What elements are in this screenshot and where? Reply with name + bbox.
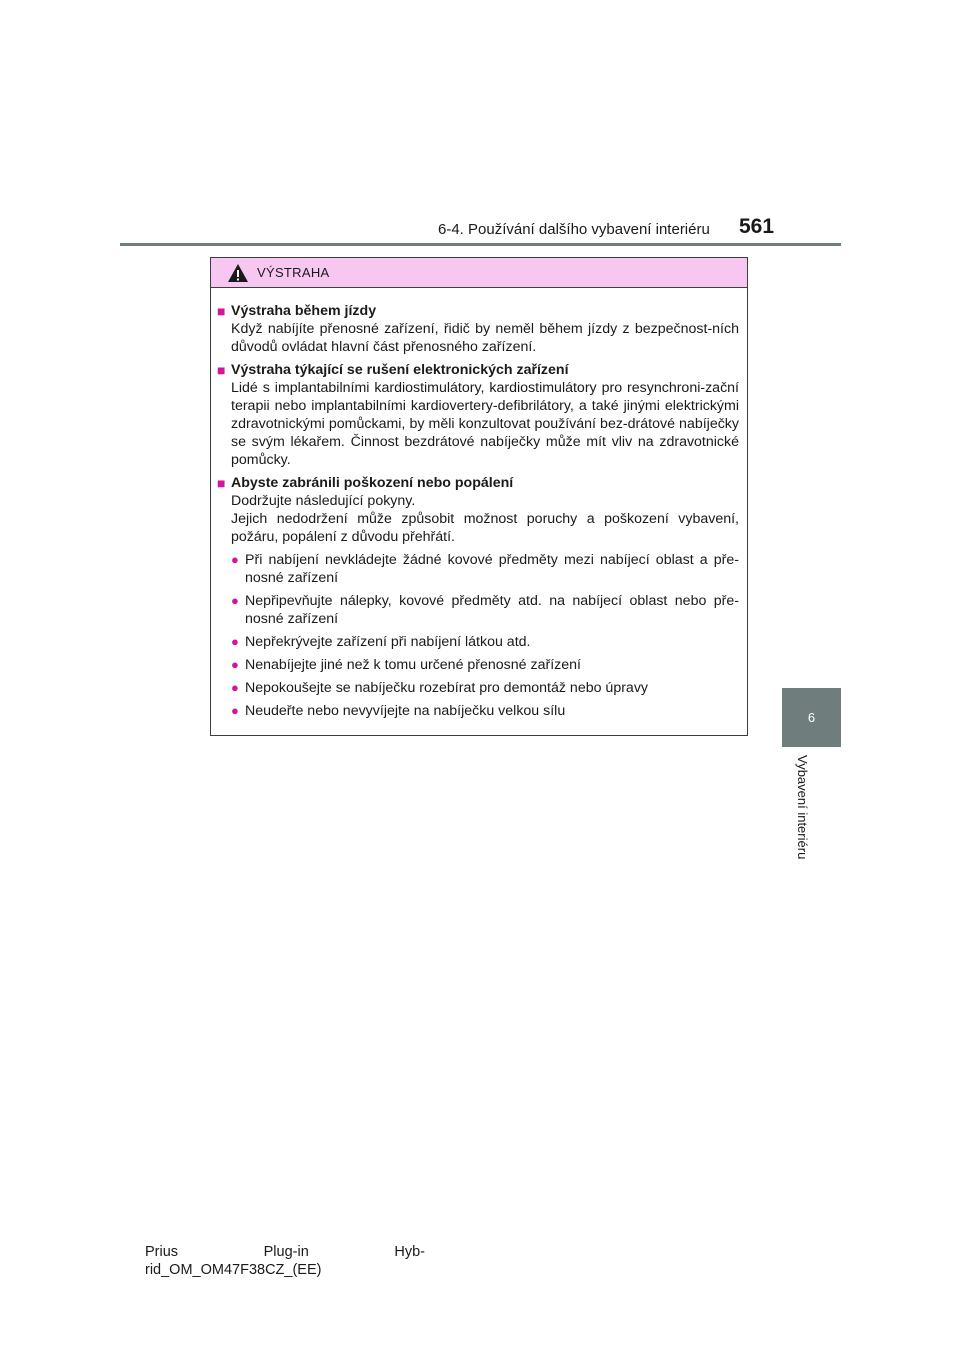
page-number: 561 <box>739 215 775 238</box>
bullet-text: Nenabíjejte jiné než k tomu určené přenosné zařízení <box>245 657 581 673</box>
square-bullet-icon: ■ <box>217 475 226 491</box>
bullet-text: Nepřipevňujte nálepky, kovové předměty atd. na nabíjecí oblast nebo pře-nosné zařízení <box>245 593 739 627</box>
warning-body <box>211 288 747 720</box>
footer-line-1 <box>145 1243 425 1261</box>
bullet-item <box>231 656 739 674</box>
bullet-text: Nepokoušejte se nabíječku rozebírat pro demontáž nebo úpravy <box>245 680 649 696</box>
circle-bullet-icon: ● <box>231 593 239 608</box>
footer-part: Hyb- <box>394 1244 425 1260</box>
paragraph: Lidé s implantabilními kardiostimulátory, kardiostimulátory pro resynchroni-zační terapii nebo implantabilními kardiovertery-defibrilátory, a také jinými elektrickými zdravotnickými pomůckami, by měli konzultovat používání bez-drátové nabíječky se svým lékařem. Činnost bezdrátové nabíječky může mít vliv na zdravotnické pomůcky. <box>231 380 739 468</box>
bullet-text: Neudeřte nebo nevyvíjejte na nabíječku velkou sílu <box>245 703 566 719</box>
bullet-item <box>231 551 739 587</box>
warning-title: VÝSTRAHA <box>257 265 330 280</box>
circle-bullet-icon: ● <box>231 552 239 567</box>
circle-bullet-icon: ● <box>231 703 239 718</box>
footer-part: Plug-in <box>263 1244 309 1260</box>
square-bullet-icon: ■ <box>217 362 226 378</box>
paragraph: Dodržujte následující pokyny. <box>231 493 416 509</box>
warning-section <box>217 302 739 356</box>
warning-section <box>217 474 739 720</box>
bullet-text: Při nabíjení nevkládejte žádné kovové předměty mezi nabíjecí oblast a pře-nosné zařízení <box>245 552 739 586</box>
warning-box <box>210 257 748 736</box>
chapter-tab <box>782 688 841 747</box>
footer-doc-id <box>145 1243 425 1279</box>
circle-bullet-icon: ● <box>231 657 239 672</box>
section-heading <box>217 302 739 320</box>
section-heading <box>217 474 739 492</box>
paragraph: Když nabíjíte přenosné zařízení, řidič by neměl během jízdy z bezpečnost-ních důvodů ovládat hlavní část přenosného zařízení. <box>231 321 739 355</box>
bullet-item <box>231 702 739 720</box>
bullet-item <box>231 633 739 651</box>
chapter-number: 6 <box>807 710 816 725</box>
section-heading-text: Výstraha týkající se rušení elektronických zařízení <box>231 362 569 378</box>
bullet-item <box>231 592 739 628</box>
section-heading-text: Abyste zabránili poškození nebo popálení <box>231 475 514 491</box>
circle-bullet-icon: ● <box>231 680 239 695</box>
warning-triangle-icon <box>227 263 249 283</box>
footer-part: Prius <box>145 1244 179 1260</box>
warning-section <box>217 361 739 469</box>
header-rule <box>120 243 841 246</box>
warning-header <box>211 258 747 288</box>
circle-bullet-icon: ● <box>231 634 239 649</box>
section-heading-text: Výstraha během jízdy <box>231 303 377 319</box>
paragraph: Jejich nedodržení může způsobit možnost poruchy a poškození vybavení, požáru, popálení z důvodu přehřátí. <box>231 511 739 545</box>
square-bullet-icon: ■ <box>217 303 226 319</box>
chapter-label: Vybavení interiéru <box>795 755 810 860</box>
section-heading <box>217 361 739 379</box>
footer-line-2: rid_OM_OM47F38CZ_(EE) <box>145 1262 322 1278</box>
bullet-item <box>231 679 739 697</box>
bullet-text: Nepřekrývejte zařízení při nabíjení látkou atd. <box>245 634 531 650</box>
section-title: 6-4. Používání dalšího vybavení interiéru <box>438 221 710 238</box>
